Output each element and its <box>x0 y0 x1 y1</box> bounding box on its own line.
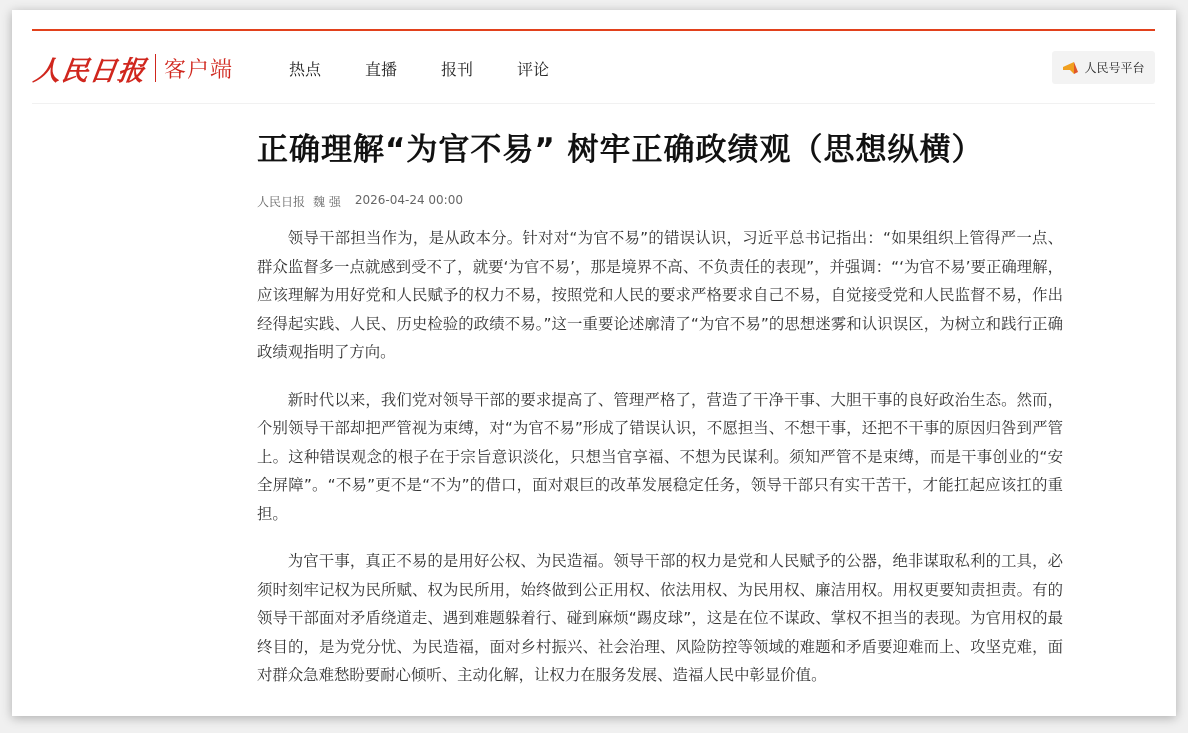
megaphone-icon <box>1062 62 1078 74</box>
article-source: 人民日报 <box>257 195 306 209</box>
browser-page <box>12 10 1176 716</box>
logo-subtitle: 客户端 <box>164 57 234 83</box>
site-header <box>32 31 1155 104</box>
logo-divider <box>155 54 156 82</box>
article-paragraph: 新时代以来，我们党对领导干部的要求提高了、管理严格了，营造了干净干事、大胆干事的良好政治生态。然而，个别领导干部却把严管视为束缚，对“为官不易”形成了错误认识，不愿担当、不想干事，还把不干事的原因归咎到严管上。这种错误观念的根子在于宗旨意识淡化，只想当官享福、不想为民谋利。须知严管不是束缚，而是干事创业的“安全屏障”。“不易”更不是“不为”的借口，面对艰巨的改革发展稳定任务，领导干部只有实干苦干，才能扛起应该扛的重担。 <box>257 390 1063 523</box>
article-paragraph: 为官干事，真正不易的是用好公权、为民造福。领导干部的权力是党和人民赋予的公器，绝非谋取私利的工具，必须时刻牢记权为民所赋、权为民所用，始终做到公正用权、依法用权、为民用权、廉洁用权。用权更要知责担责。有的领导干部面对矛盾绕道走、遇到难题躲着行、碰到麻烦“踢皮球”，这是在位不谋政、掌权不担当的表现。为官用权的最终目的，是为党分忧、为民造福，面对乡村振兴、社会治理、风险防控等领域的难题和矛盾要迎难而上、攻坚克难，面对群众急难愁盼要耐心倾听、主动化解，让权力在服务发展、造福人民中彰显价值。 <box>257 552 1063 684</box>
article-paragraph: 领导干部担当作为，是从政本分。针对对“为官不易”的错误认识，习近平总书记指出：“如果组织上管得严一点、群众监督多一点就感到受不了，就要‘为官不易’，那是境界不高、不负责任的表现”，并强调：“‘为官不易’要正确理解，应该理解为用好党和人民赋予的权力不易，按照党和人民的要求严格要求自己不易，自觉接受党和人民监督不易，作出经得起实践、人民、历史检验的政绩不易。”这一重要论述廓清了“为官不易”的思想迷雾和认识误区，为树立和践行正确政绩观指明了方向。 <box>257 229 1063 361</box>
logo-wordmark: 人民日报 <box>31 55 148 87</box>
article <box>257 130 1063 709</box>
article-body <box>257 224 1063 690</box>
platform-button-label: 人民号平台 <box>1084 61 1145 75</box>
site-logo[interactable] <box>31 51 234 87</box>
article-title: 正确理解“为官不易” 树牢正确政绩观（思想纵横） <box>257 132 984 168</box>
article-meta <box>257 193 1063 210</box>
nav-item-newspaper[interactable]: 报刊 <box>441 60 474 79</box>
article-author: 魏 强 <box>313 195 341 209</box>
nav-item-comment[interactable]: 评论 <box>517 60 550 79</box>
nav-item-live[interactable]: 直播 <box>365 60 398 79</box>
nav-item-hot[interactable]: 热点 <box>289 60 322 79</box>
article-date: 2026-04-24 00:00 <box>354 193 463 207</box>
platform-button[interactable] <box>1052 51 1155 84</box>
main-nav <box>289 57 593 80</box>
